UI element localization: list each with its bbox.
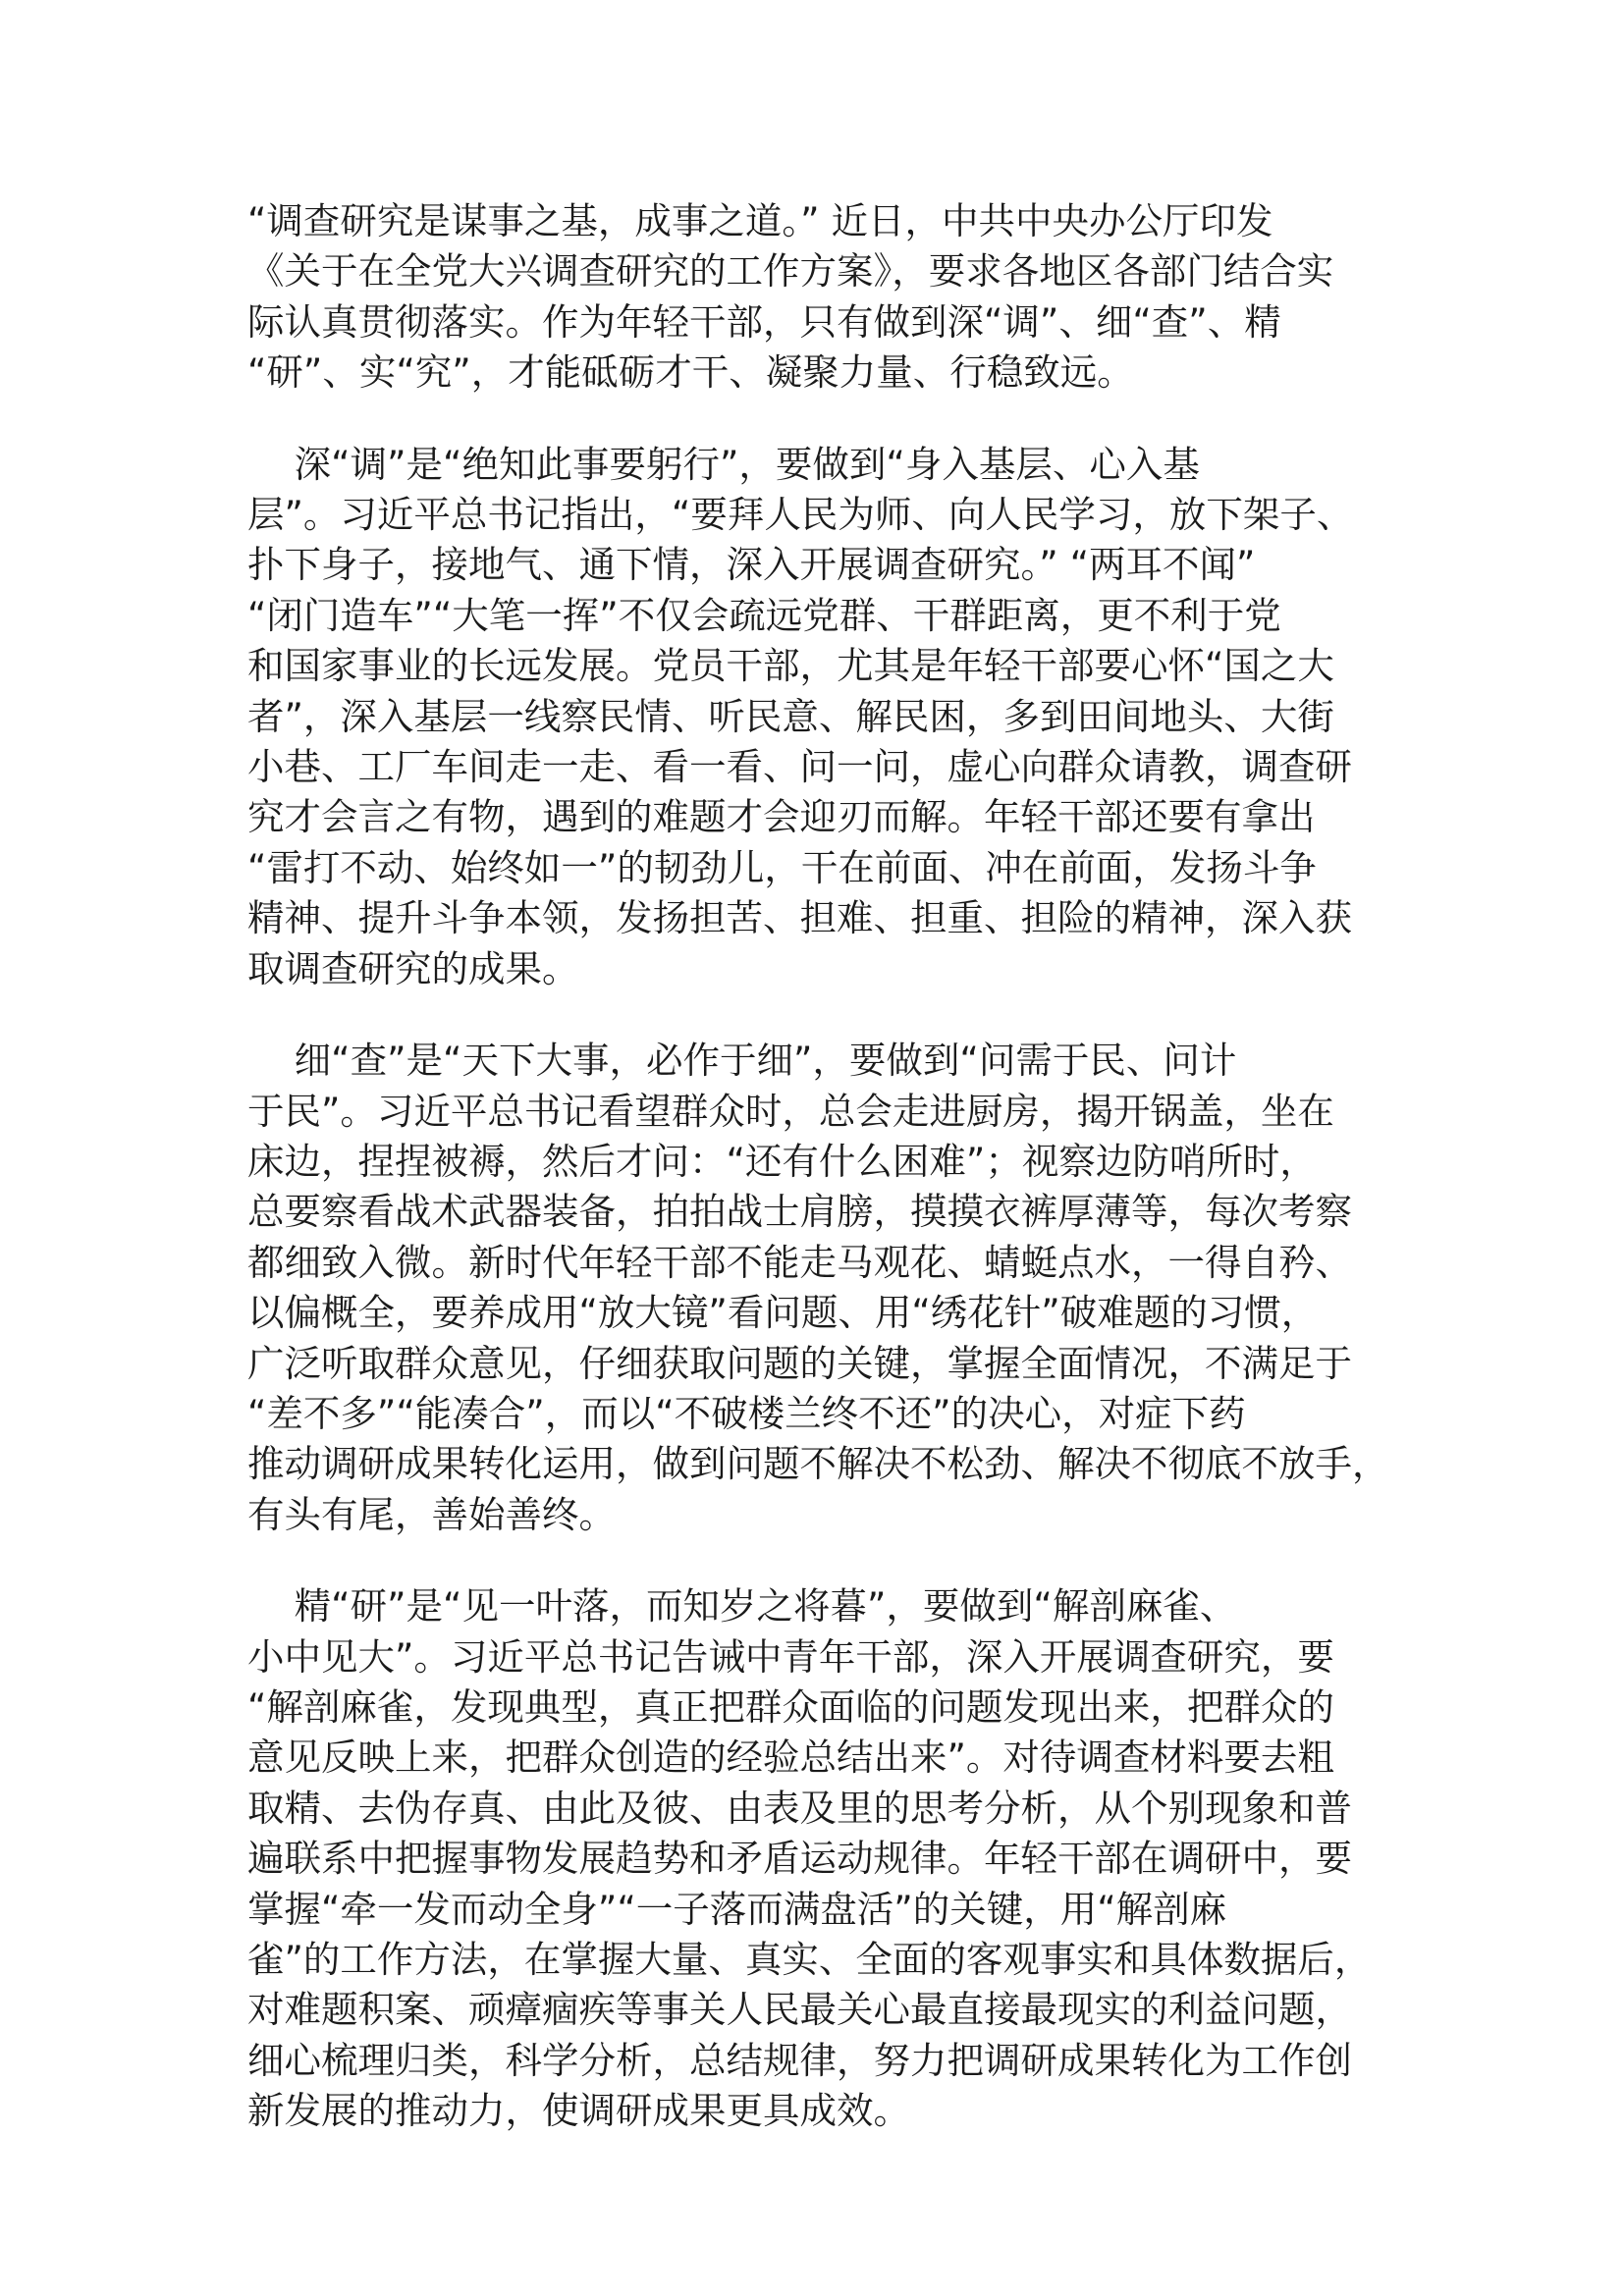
text-line: “研”、实“究”，才能砥砺才干、凝聚力量、行稳致远。 xyxy=(247,350,1134,395)
text-line: “调查研究是谋事之基，成事之道。” 近日，中共中央办公厅印发 xyxy=(247,199,1273,242)
text-line: 掌握“牵一发而动全身”“一子落而满盘活”的关键，用“解剖麻 xyxy=(247,1887,1227,1931)
text-line: 推动调研成果转化运用，做到问题不解决不松劲、解决不彻底不放手， xyxy=(247,1442,1389,1486)
text-line: “差不多”“能凑合”，而以“不破楼兰终不还”的决心，对症下药 xyxy=(247,1391,1246,1435)
text-line: 细“查”是“天下大事，必作于细”，要做到“问需于民、问计 xyxy=(247,1039,1237,1083)
text-line: 层”。习近平总书记指出，“要拜人民为师、向人民学习，放下架子、 xyxy=(247,493,1354,537)
article-body xyxy=(247,196,1396,2178)
text-line: 小巷、工厂车间走一走、看一看、问一问，虚心向群众请教，调查研 xyxy=(247,745,1352,789)
text-line: 都细致入微。新时代年轻干部不能走马观花、蜻蜓点水，一得自矜、 xyxy=(247,1240,1352,1284)
text-line: 床边，捏捏被褥，然后才问：“还有什么困难”；视察边防哨所时， xyxy=(247,1139,1317,1183)
text-line: 深“调”是“绝知此事要躬行”，要做到“身入基层、心入基 xyxy=(247,442,1200,486)
text-line: 广泛听取群众意见，仔细获取问题的关键，掌握全面情况，不满足于 xyxy=(247,1341,1352,1385)
text-line: 遍联系中把握事物发展趋势和矛盾运动规律。年轻干部在调研中，要 xyxy=(247,1837,1352,1881)
text-line: 意见反映上来，把群众创造的经验总结出来”。对待调查材料要去粗 xyxy=(247,1735,1334,1780)
text-line: 新发展的推动力，使调研成果更具成效。 xyxy=(247,2089,910,2133)
paragraph-intro xyxy=(247,196,1396,399)
text-line: “雷打不动、始终如一”的韧劲儿，干在前面、冲在前面，发扬斗争 xyxy=(247,845,1317,889)
text-line: 小中见大”。习近平总书记告诫中青年干部，深入开展调查研究，要 xyxy=(247,1634,1334,1679)
text-line: 以偏概全，要养成用“放大镜”看问题、用“绣花针”破难题的习惯， xyxy=(247,1291,1319,1335)
text-line: 于民”。习近平总书记看望群众时，总会走进厨房，揭开锅盖，坐在 xyxy=(247,1089,1334,1133)
text-line: 究才会言之有物，遇到的难题才会迎刃而解。年轻干部还要有拿出 xyxy=(247,795,1316,839)
text-line: “解剖麻雀，发现典型，真正把群众面临的问题发现出来，把群众的 xyxy=(247,1684,1334,1729)
text-line: 有头有尾，善始善终。 xyxy=(247,1492,616,1536)
text-line: 雀”的工作方法，在掌握大量、真实、全面的客观事实和具体数据后， xyxy=(247,1938,1372,1981)
paragraph-shen-diao xyxy=(247,440,1396,994)
text-line: 对难题积案、顽瘴痼疾等事关人民最关心最直接最现实的利益问题， xyxy=(247,1988,1352,2032)
paragraph-xi-cha xyxy=(247,1036,1396,1540)
paragraph-jing-yan xyxy=(247,1581,1396,2136)
text-line: 《关于在全党大兴调查研究的工作方案》，要求各地区各部门结合实 xyxy=(247,249,1334,294)
text-line: “闭门造车”“大笔一挥”不仅会疏远党群、干群距离，更不利于党 xyxy=(247,593,1281,637)
text-line: 扑下身子，接地气、通下情，深入开展调查研究。” “两耳不闻” xyxy=(247,543,1256,587)
text-line: 取调查研究的成果。 xyxy=(247,946,579,990)
text-line: 精“研”是“见一叶落，而知岁之将暮”，要做到“解剖麻雀、 xyxy=(247,1584,1237,1629)
text-line: 细心梳理归类，科学分析，总结规律，努力把调研成果转化为工作创 xyxy=(247,2038,1352,2082)
text-line: 精神、提升斗争本领，发扬担苦、担难、担重、担险的精神，深入获 xyxy=(247,896,1352,940)
text-line: 取精、去伪存真、由此及彼、由表及里的思考分析，从个别现象和普 xyxy=(247,1786,1352,1830)
text-line: 际认真贯彻落实。作为年轻干部，只有做到深“调”、细“查”、精 xyxy=(247,299,1281,344)
text-line: 者”，深入基层一线察民情、听民意、解民困，多到田间地头、大街 xyxy=(247,694,1334,738)
text-line: 和国家事业的长远发展。党员干部，尤其是年轻干部要心怀“国之大 xyxy=(247,644,1334,688)
text-line: 总要察看战术武器装备，拍拍战士肩膀，摸摸衣裤厚薄等，每次考察 xyxy=(247,1190,1352,1234)
